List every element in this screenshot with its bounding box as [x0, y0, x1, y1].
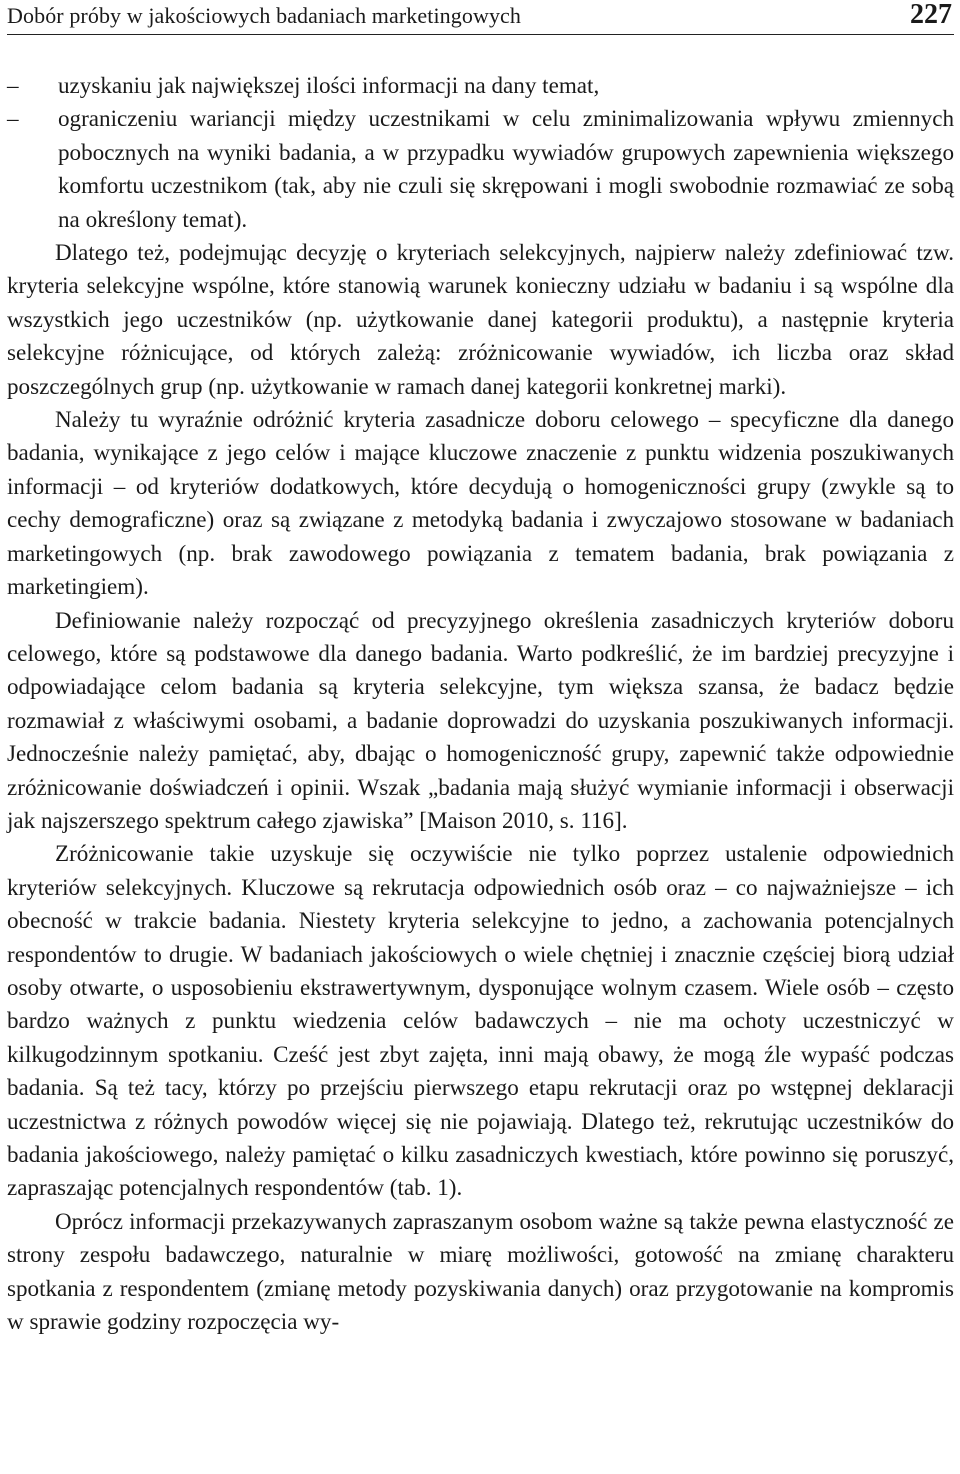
list-item — [7, 102, 954, 236]
running-title: Dobór próby w jakościowych badaniach marketingowych — [7, 3, 522, 28]
list-item — [7, 69, 954, 102]
paragraph: Dlatego też, podejmując decyzję o kryteriach selekcyjnych, najpierw należy zdefiniować tzw. kryteria selekcyjne wspólne, które stanowią warunek konieczny udziału w badaniu i są wspólne dla wszystkich jego uczestników (np. użytkowanie danej kategorii produktu), a następnie kryteria selekcyjne różnicujące, od których zależą: zróżnicowanie wywiadów, ich liczba oraz skład poszczególnych grup (np. użytkowanie w ramach danej kategorii konkretnej marki). — [7, 239, 954, 399]
body-text — [7, 69, 954, 1338]
page-number: 227 — [910, 0, 952, 30]
paragraph: Zróżnicowanie takie uzyskuje się oczywiście nie tylko poprzez ustalenie odpowiednich kryteriów selekcyjnych. Kluczowe są rekrutacja odpowiednich osób oraz – co najważniejsze – ich obecność w trakcie badania. Niestety kryteria selekcyjne to jedno, a zachowania potencjalnych respondentów to drugie. W badaniach jakościowych o wiele chętniej i znacznie częściej biorą udział osoby otwarte, o usposobieniu ekstrawertywnym, dysponujące wolnym czasem. Wiele osób – często bardzo ważnych z punktu wiedzenia celów badawczych – nie ma ochoty uczestniczyć w kilkugodzinnym spotkaniu. Cześć jest zbyt zajęta, inni mają obawy, że mogą źle wypaść podczas badania. Są też tacy, którzy po przejściu pierwszego etapu rekrutacji oraz po wstępnej deklaracji uczestnictwa z różnych powodów więcej się nie pojawiają. Dlatego też, rekrutując uczestników do badania jakościowego, należy pamiętać o kilku zasadniczych kwestiach, które powinno się poruszyć, zapraszając potencjalnych respondentów (tab. 1). — [7, 840, 954, 1201]
list-dash-marker: – — [7, 105, 19, 132]
paragraph: Należy tu wyraźnie odróżnić kryteria zasadnicze doboru celowego – specyficzne dla danego badania, wynikające z jego celów i mające kluczowe znaczenie z punktu widzenia poszukiwanych informacji – od kryteriów dodatkowych, które decydują o homogeniczności grupy (zwykle są to cechy demograficzne) oraz są związane z metodyką badania i zwyczajowo stosowane w badaniach marketingowych (np. brak zawodowego powiązania z tematem badania, brak powiązania z marketingiem). — [7, 406, 954, 600]
list-item-text: ograniczeniu wariancji między uczestnikami w celu zminimalizowania wpływu zmiennych pobocznych na wyniki badania, a w przypadku wywiadów grupowych zapewnienia większego komfortu uczestnikom (tak, aby nie czuli się skrępowani i mogli swobodnie rozmawiać ze sobą na określony temat). — [58, 105, 954, 232]
list-item-text: uzyskaniu jak największej ilości informacji na dany temat, — [58, 72, 600, 98]
list-dash-marker: – — [7, 72, 19, 98]
paragraph: Oprócz informacji przekazywanych zapraszanym osobom ważne są także pewna elastyczność ze strony zespołu badawczego, naturalnie w miarę możliwości, gotowość na zmianę charakteru spotkania z respondentem (zmianę metody pozyskiwania danych) oraz przygotowanie na kompromis w sprawie godziny rozpoczęcia wy- — [7, 1207, 954, 1335]
paragraph: Definiowanie należy rozpocząć od precyzyjnego określenia zasadniczych kryteriów doboru celowego, które są podstawowe dla danego badania. Warto podkreślić, że im bardziej precyzyjne i odpowiadające celom badania są kryteria selekcyjne, tym większa szansa, że badacz będzie rozmawiał z właściwymi osobami, a badanie doprowadzi do uzyskania poszukiwanych informacji. Jednocześnie należy pamiętać, aby, dbając o homogeniczność grupy, zapewnić także odpowiednie zróżnicowanie doświadczeń i opinii. Wszak „badania mają służyć wymianie informacji i obserwacji jak najszerszego spektrum całego zjawiska” [Maison 2010, s. 116]. — [7, 606, 954, 833]
running-header — [7, 0, 954, 35]
